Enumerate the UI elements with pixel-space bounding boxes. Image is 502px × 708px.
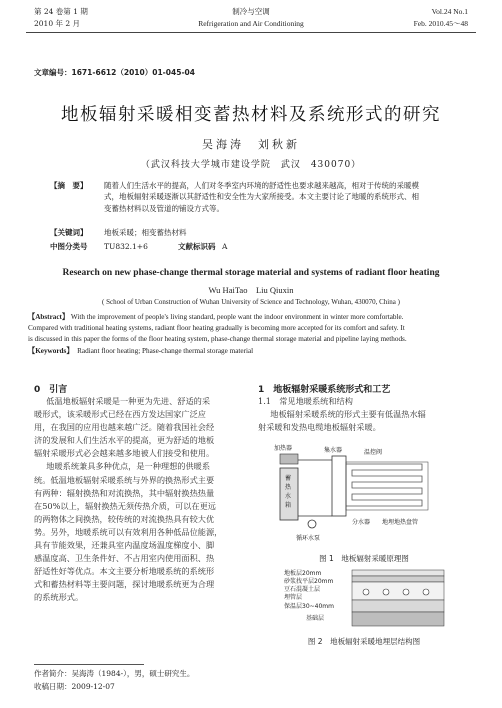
header-vol-en: Vol.24 No.1 <box>431 7 468 16</box>
body-line: 式和蓄热材料等主要问题，探讨地暖系统更为合理 <box>34 579 215 590</box>
layer-label: 基础层 <box>306 615 325 622</box>
pipe-section <box>403 589 409 595</box>
figure-2-caption: 图 2 地板辐射采暖地埋层结构图 <box>307 637 421 646</box>
header-vol-issue: 第 24 卷第 1 期 <box>34 7 88 16</box>
en-abstract-line: Compared with traditional heating systems, radiant floor heating gradually is becoming more accepted for its comfort and safety. It <box>28 324 405 333</box>
coil-label: 地埋地热盘管 <box>382 519 419 526</box>
authors: 吴海涛 刘秋新 <box>202 138 300 151</box>
article-number: 文章编号：1671-6612（2010）01-045-04 <box>34 68 195 77</box>
pipe-section <box>423 589 429 595</box>
footnote-received: 收稿日期：2009-12-07 <box>34 682 115 691</box>
header-journal-en: Refrigeration and Air Conditioning <box>198 19 304 28</box>
layer-mortar <box>352 576 444 582</box>
header-date-pages: Feb. 2010.45～48 <box>413 19 468 28</box>
keywords-label: 【关键词】 <box>50 228 88 237</box>
body-line: 低温地板辐射采暖是一种更为先进、舒适的采 <box>46 396 211 406</box>
layer-label: 豆石混凝土层 <box>284 586 321 593</box>
abstract-line: 式，地板辐射采暖逐渐以其舒适性和安全性为大家所接受。本文主要讨论了地暖的系统形式、相 <box>104 192 419 202</box>
heater-label: 加热器 <box>274 445 293 452</box>
header-rule <box>26 32 476 33</box>
manifold <box>332 456 346 516</box>
en-abstract-line <box>28 312 476 323</box>
footnote-rule <box>34 664 144 665</box>
pump-symbol <box>308 520 316 528</box>
pipe-section <box>363 589 369 595</box>
section-0-heading: 0 引言 <box>34 385 68 395</box>
en-abstract-line: is discussed in this paper the forms of the floor heating system, phase-change thermal storage material and pipeline laying methods. <box>28 335 407 344</box>
en-abstract-label: 【Abstract】 <box>28 313 70 321</box>
abstract-line: 随着人们生活水平的提高，人们对冬季室内环境的舒适性也要求越来越高，相对于传统的采暖模 <box>104 181 419 190</box>
thermostat-label: 温控阀 <box>364 449 383 456</box>
doc-code-label: 文献标识码 <box>178 242 216 251</box>
section-0-body <box>34 395 240 605</box>
header-journal-cn: 制冷与空调 <box>232 7 270 16</box>
class-label: 中图分类号 <box>50 242 88 251</box>
en-keywords-line <box>28 346 476 357</box>
body-line: 势。另外，地暖系统可以有效利用各种低品位能源， <box>34 526 223 537</box>
abstract-cn <box>104 180 472 214</box>
body-line: 济的发展和人们生活水平的提高，更为舒适的地板 <box>34 435 215 446</box>
en-affiliation: ( School of Urban Construction of Wuhan University of Science and Technology, Wuhan, 430070, China ) <box>102 298 400 306</box>
section-1-1-heading: 1.1 常见地暖系统和结构 <box>258 396 353 406</box>
en-title: Research on new phase-change thermal storage material and systems of radiant floor heating <box>62 268 440 278</box>
layer-floor <box>352 570 444 576</box>
body-line: 具有节能效果，还兼具室内温度场温度梯度小、脚 <box>34 540 215 551</box>
heater-box <box>280 454 298 464</box>
body-line: 射采暖和发热电缆地板辐射采暖。 <box>258 422 381 433</box>
layer-label: 保温层30~40mm <box>284 603 334 610</box>
body-line: 的系统形式。 <box>34 592 84 603</box>
footnote-author: 作者简介：吴海涛（1984-），男，硕士研究生。 <box>34 669 195 678</box>
tank-char: 箱 <box>285 502 292 509</box>
body-line: 统。低温地板辐射采暖系统与外界的换热形式主要 <box>34 474 215 485</box>
body-line: 地板辐射采暖系统的形式主要有低温热水辐 <box>270 409 426 419</box>
layer-base <box>352 612 444 626</box>
pump-label: 循环水泵 <box>296 535 321 542</box>
header-date: 2010 年 2 月 <box>34 19 81 28</box>
body-line: 暖形式，该采暖形式已经在西方发达国家广泛应 <box>34 409 206 420</box>
layer-label: 砂浆找平层20mm <box>284 578 334 585</box>
en-abstract <box>28 312 476 357</box>
layer-label: 埋管层 <box>284 594 303 601</box>
body-line: 感温度高、卫生条件好、不占用室内使用面积、热 <box>34 553 215 564</box>
body-line: 舒适性好等优点。本文主要分析地暖系统的系统形 <box>34 566 215 577</box>
figure-1-caption: 图 1 地板辐射采暖原理图 <box>319 554 409 563</box>
tank-char: 蓄 <box>285 475 292 482</box>
body-line: 的两物体之间换热，较传统的对流换热具有较大优 <box>34 513 215 524</box>
body-line: 有两种：辐射换热和对流换热，其中辐射换热热量 <box>34 487 215 498</box>
abstract-label: 【摘 要】 <box>50 181 88 190</box>
en-abstract-text: With the improvement of people's living standard, people want the indoor environment in winter more comfortable. <box>70 313 404 321</box>
figure-1-diagram <box>272 440 456 545</box>
distributor-label: 分水器 <box>352 519 371 526</box>
tank-char: 热 <box>285 484 292 491</box>
body-line: 地暖系统兼具多种优点，是一种理想的供暖系 <box>46 461 211 472</box>
tank-char: 水 <box>285 493 292 500</box>
abstract-line: 变蓄热材料以及管道的铺设方式等。 <box>104 203 224 213</box>
pipe-section <box>383 589 389 595</box>
section-1-heading: 1 地板辐射采暖系统形式和工艺 <box>258 385 391 395</box>
heating-coil <box>346 464 422 506</box>
en-authors: Wu HaiTao Liu Qiuxin <box>208 285 294 295</box>
affiliation: （武汉科技大学城市建设学院 武汉 430070） <box>140 160 362 170</box>
class-value: TU832.1+6 <box>104 242 148 251</box>
body-line: 在50%以上，辐射换热无须传热介质，可以在更远 <box>34 500 216 511</box>
body-line: 辐射采暖形式必会越来越多地被人们接受和使用。 <box>34 448 215 459</box>
en-keywords: Radiant floor heating; Phase-change thermal storage material <box>77 346 254 355</box>
paper-title: 地板辐射采暖相变蓄热材料及系统形式的研究 <box>61 105 441 125</box>
coil-area <box>346 462 428 510</box>
layer-insulation <box>352 600 444 612</box>
collector-label: 集水器 <box>324 447 343 454</box>
en-keywords-label: 【Keywords】 <box>28 346 74 355</box>
body-line: 用，在我国的应用也越来越广泛。随着我国社会经 <box>34 422 215 433</box>
figure-2-diagram <box>282 568 452 630</box>
section-1-body <box>258 408 470 434</box>
keywords-cn: 地板采暖；相变蓄热材料 <box>104 228 187 237</box>
doc-code-value: A <box>222 242 228 251</box>
layer-label: 地板层20mm <box>284 570 322 577</box>
